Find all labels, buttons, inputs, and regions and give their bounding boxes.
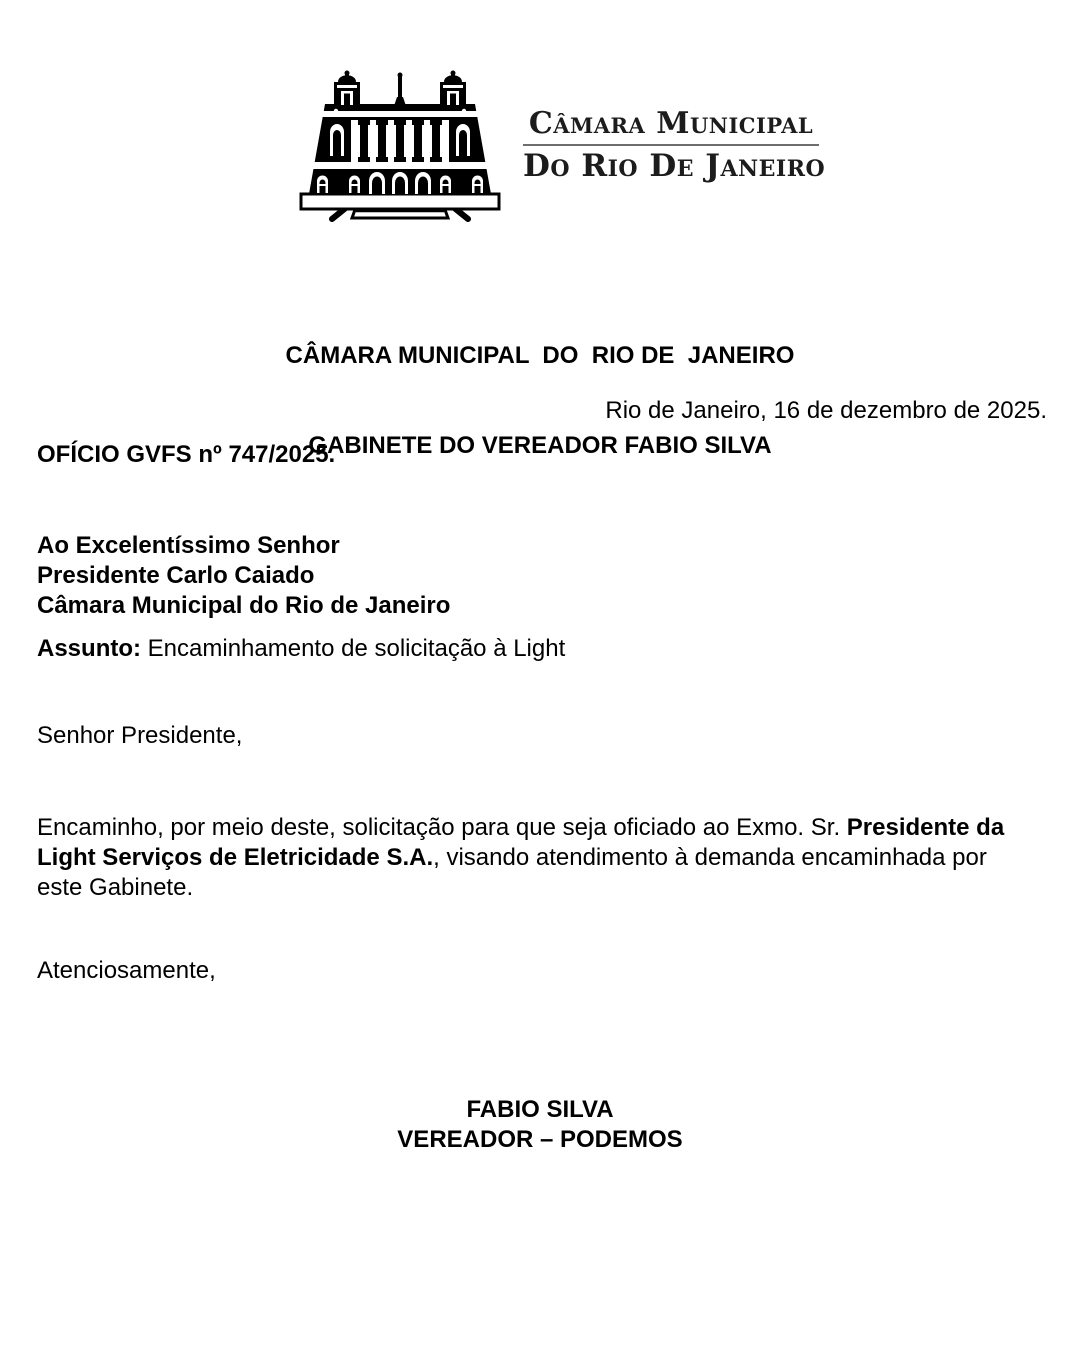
logo-wordmark-line1: Câmara Municipal <box>528 106 814 141</box>
signature-name: FABIO SILVA <box>466 1096 614 1123</box>
body-text-part2: , visando atendimento à demanda encaminhada por este Gabinete. <box>37 844 987 901</box>
subject-line <box>37 634 565 664</box>
letterhead-org-line2: GABINETE DO VEREADOR FABIO SILVA <box>308 432 772 459</box>
body-text-part1: Encaminho, por meio deste, solicitação para que seja oficiado ao Exmo. Sr. <box>37 814 847 841</box>
logo-wordmark-divider <box>523 144 819 146</box>
body-text-bold: Presidente da Light Serviços de Eletricidade S.A. <box>37 814 1005 871</box>
recipient-block <box>37 531 450 621</box>
subject-text: Encaminhamento de solicitação à Light <box>141 635 566 662</box>
recipient-line: Presidente Carlo Caiado <box>37 562 315 589</box>
reference-number: OFÍCIO GVFS nº 747/2025. <box>37 441 336 468</box>
salutation: Senhor Presidente, <box>37 722 243 749</box>
recipient-line: Câmara Municipal do Rio de Janeiro <box>37 592 451 619</box>
signature-block <box>0 1095 1080 1155</box>
recipient-line: Ao Excelentíssimo Senhor <box>37 532 340 559</box>
logo-wordmark <box>523 106 826 184</box>
signature-role: VEREADOR – PODEMOS <box>397 1126 683 1153</box>
letterhead-org-line1: CÂMARA MUNICIPAL DO RIO DE JANEIRO <box>285 342 795 369</box>
logo-wordmark-line2: Do Rio De Janeiro <box>523 148 826 184</box>
camara-municipal-building-icon <box>298 70 502 222</box>
closing: Atenciosamente, <box>37 957 216 984</box>
city-date-line: Rio de Janeiro, 16 de dezembro de 2025. <box>605 397 1047 424</box>
subject-label: Assunto: <box>37 635 141 662</box>
body-paragraph <box>37 813 1037 903</box>
